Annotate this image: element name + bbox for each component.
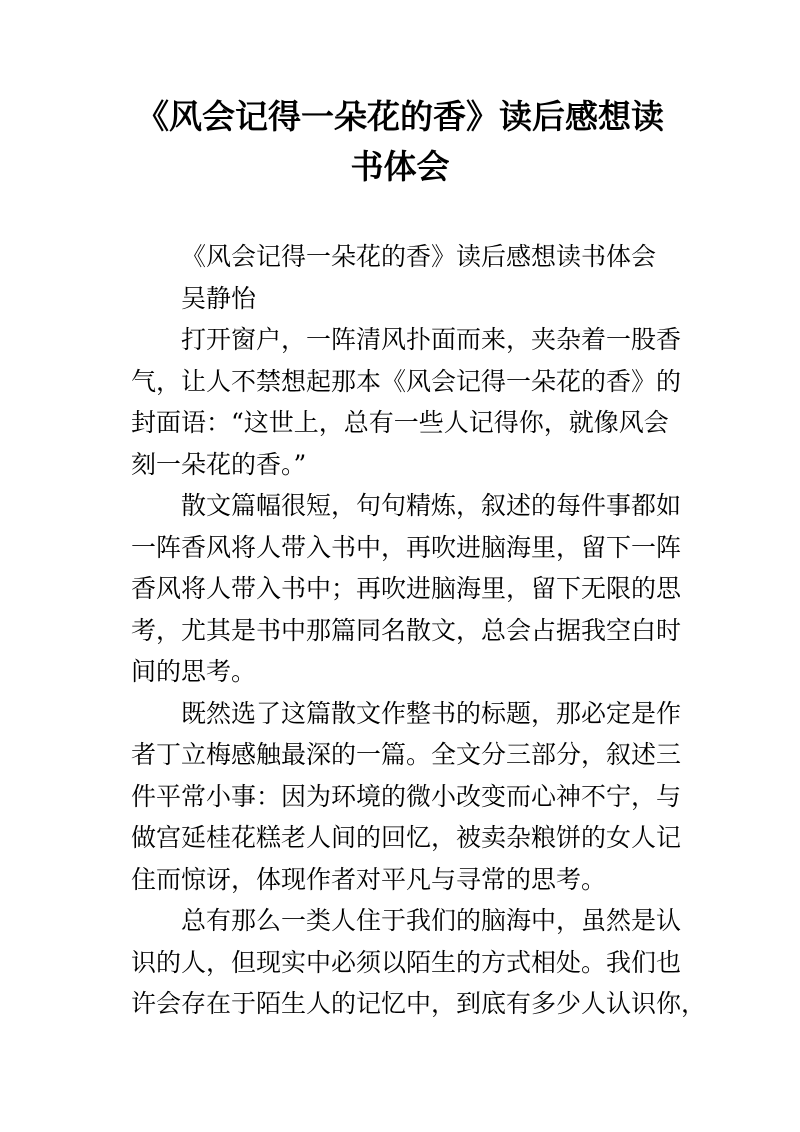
paragraph-3-line-2: 者丁立梅感触最深的一篇。全文分三部分，叙述三 (131, 740, 682, 769)
paragraph-1-line-3: 封面语：“这世上，总有一些人记得你，就像风会 (131, 408, 669, 437)
paragraph-4-line-1: 总有那么一类人住于我们的脑海中，虽然是认 (181, 906, 682, 935)
paragraph-4-line-3: 许会存在于陌生人的记忆中，到底有多少人认识你， (131, 989, 707, 1018)
paragraph-2-line-3: 香风将人带入书中；再吹进脑海里，留下无限的思 (131, 574, 682, 603)
paragraph-2-line-2: 一阵香风将人带入书中，再吹进脑海里，留下一阵 (131, 532, 682, 562)
subtitle-line: 《风会记得一朵花的香》读后感想读书体会 (181, 242, 657, 271)
title-line-2: 书体会 (350, 147, 450, 186)
paragraph-4-line-2: 识的人，但现实中必须以陌生的方式相处。我们也 (131, 947, 682, 977)
paragraph-1-line-4: 刻一朵花的香。” (131, 449, 307, 479)
paragraph-3-line-3: 件平常小事：因为环境的微小改变而心神不宁，与 (131, 781, 682, 811)
document-body (131, 236, 707, 1025)
paragraph-3-line-5: 住而惊讶，体现作者对平凡与寻常的思考。 (131, 864, 607, 894)
paragraph-3-line-4: 做宫延桂花糕老人间的回忆，被卖杂粮饼的女人记 (131, 823, 682, 852)
paragraph-3-line-1: 既然选了这篇散文作整书的标题，那必定是作 (181, 698, 682, 728)
paragraph-1-line-2: 气，让人不禁想起那本《风会记得一朵花的香》的 (131, 366, 682, 396)
paragraph-2-line-1: 散文篇幅很短，句句精炼，叙述的每件事都如 (181, 491, 682, 520)
author-line: 吴静怡 (181, 283, 257, 313)
paragraph-1-line-1: 打开窗户，一阵清风扑面而来，夹杂着一股香 (181, 325, 682, 354)
document-title (100, 92, 700, 192)
title-line-1: 《风会记得一朵花的香》读后感想读 (136, 97, 664, 136)
paragraph-2-line-4: 考，尤其是书中那篇同名散文，总会占据我空白时 (131, 615, 682, 645)
paragraph-2-line-5: 间的思考。 (131, 657, 257, 686)
